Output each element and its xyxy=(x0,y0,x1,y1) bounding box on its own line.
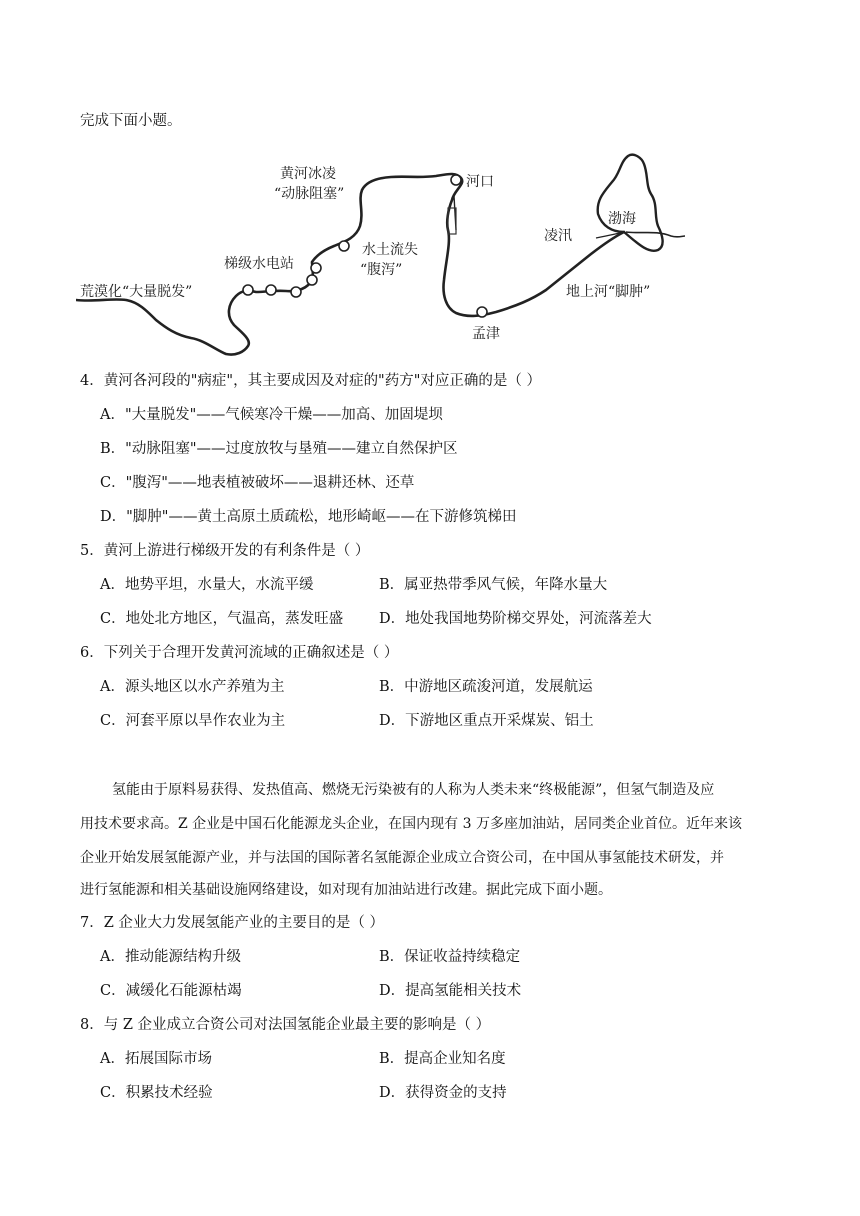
label-soil-loss: 水土流失 xyxy=(362,242,418,258)
q4-option-b[interactable]: B．"动脉阻塞"——过度放牧与垦殖——建立自然保护区 xyxy=(100,441,458,457)
q6-option-b[interactable]: B．中游地区疏浚河道，发展航运 xyxy=(379,679,593,695)
q7-option-a[interactable]: A．推动能源结构升级 xyxy=(100,949,241,965)
q8-option-b[interactable]: B．提高企业知名度 xyxy=(379,1051,506,1067)
label-swelling: 地上河“脚肿” xyxy=(566,284,651,300)
yellow-river-map xyxy=(76,150,686,360)
q5-option-c[interactable]: C．地处北方地区，气温高，蒸发旺盛 xyxy=(100,611,344,627)
passage-line-4: 进行氢能源和相关基础设施网络建设，如对现有加油站进行改建。据此完成下面小题。 xyxy=(80,882,612,898)
q5-option-b[interactable]: B．属亚热带季风气候，年降水量大 xyxy=(379,577,608,593)
q5-stem: 5．黄河上游进行梯级开发的有利条件是（ ） xyxy=(80,543,370,559)
q6-option-a[interactable]: A．源头地区以水产养殖为主 xyxy=(100,679,285,695)
q8-option-d[interactable]: D．获得资金的支持 xyxy=(379,1085,507,1101)
label-hekou: 河口 xyxy=(466,174,494,190)
passage-line-3: 企业开始发展氢能源产业，并与法国的国际著名氢能源企业成立合资公司，在中国从事氢能技术研发，并 xyxy=(80,850,724,866)
q6-option-d[interactable]: D．下游地区重点开采煤炭、铝土 xyxy=(379,713,594,729)
q4-option-d[interactable]: D．"脚肿"——黄土高原土质疏松，地形崎岖——在下游修筑梯田 xyxy=(100,509,517,525)
q8-option-a[interactable]: A．拓展国际市场 xyxy=(100,1051,212,1067)
q4-option-c[interactable]: C．"腹泻"——地表植被破坏——退耕还林、还草 xyxy=(100,475,415,491)
q8-stem: 8．与 Z 企业成立合资公司对法国氢能企业最主要的影响是（ ） xyxy=(80,1017,491,1033)
label-lingxun: 凌汛 xyxy=(544,228,572,244)
q8-option-c[interactable]: C．积累技术经验 xyxy=(100,1085,213,1101)
q7-option-c[interactable]: C．减缓化石能源枯竭 xyxy=(100,983,242,999)
label-ice: 黄河冰凌 xyxy=(280,166,336,182)
passage-line-1: 氢能由于原料易获得、发热值高、燃烧无污染被有的人称为人类未来“终极能源”，但氢气制造及应 xyxy=(112,782,715,798)
q6-option-c[interactable]: C．河套平原以旱作农业为主 xyxy=(100,713,286,729)
label-diarrhea: “腹泻” xyxy=(360,262,403,278)
passage-line-2: 用技术要求高。Z 企业是中国石化能源龙头企业，在国内现有 3 万多座加油站，居同类企业首位。近年来该 xyxy=(80,816,742,832)
q7-stem: 7．Z 企业大力发展氢能产业的主要目的是（ ） xyxy=(80,915,385,931)
label-bohai: 渤海 xyxy=(608,211,636,227)
label-desert: 荒漠化“大量脱发” xyxy=(80,284,193,300)
q5-option-a[interactable]: A．地势平坦，水量大，水流平缓 xyxy=(100,577,314,593)
q7-option-b[interactable]: B．保证收益持续稳定 xyxy=(379,949,521,965)
label-artery: “动脉阻塞” xyxy=(274,186,345,202)
q4-stem: 4．黄河各河段的"病症"，其主要成因及对症的"药方"对应正确的是（ ） xyxy=(80,373,542,389)
q6-stem: 6．下列关于合理开发黄河流域的正确叙述是（ ） xyxy=(80,645,399,661)
q5-option-d[interactable]: D．地处我国地势阶梯交界处，河流落差大 xyxy=(379,611,652,627)
yellow-river-line xyxy=(76,174,624,355)
q4-option-a[interactable]: A．"大量脱发"——气候寒冷干燥——加高、加固堤坝 xyxy=(100,407,443,423)
q7-option-d[interactable]: D．提高氢能相关技术 xyxy=(379,983,522,999)
label-mengjin: 孟津 xyxy=(472,326,500,342)
intro-text: 完成下面小题。 xyxy=(80,113,182,129)
label-cascade: 梯级水电站 xyxy=(224,256,294,272)
